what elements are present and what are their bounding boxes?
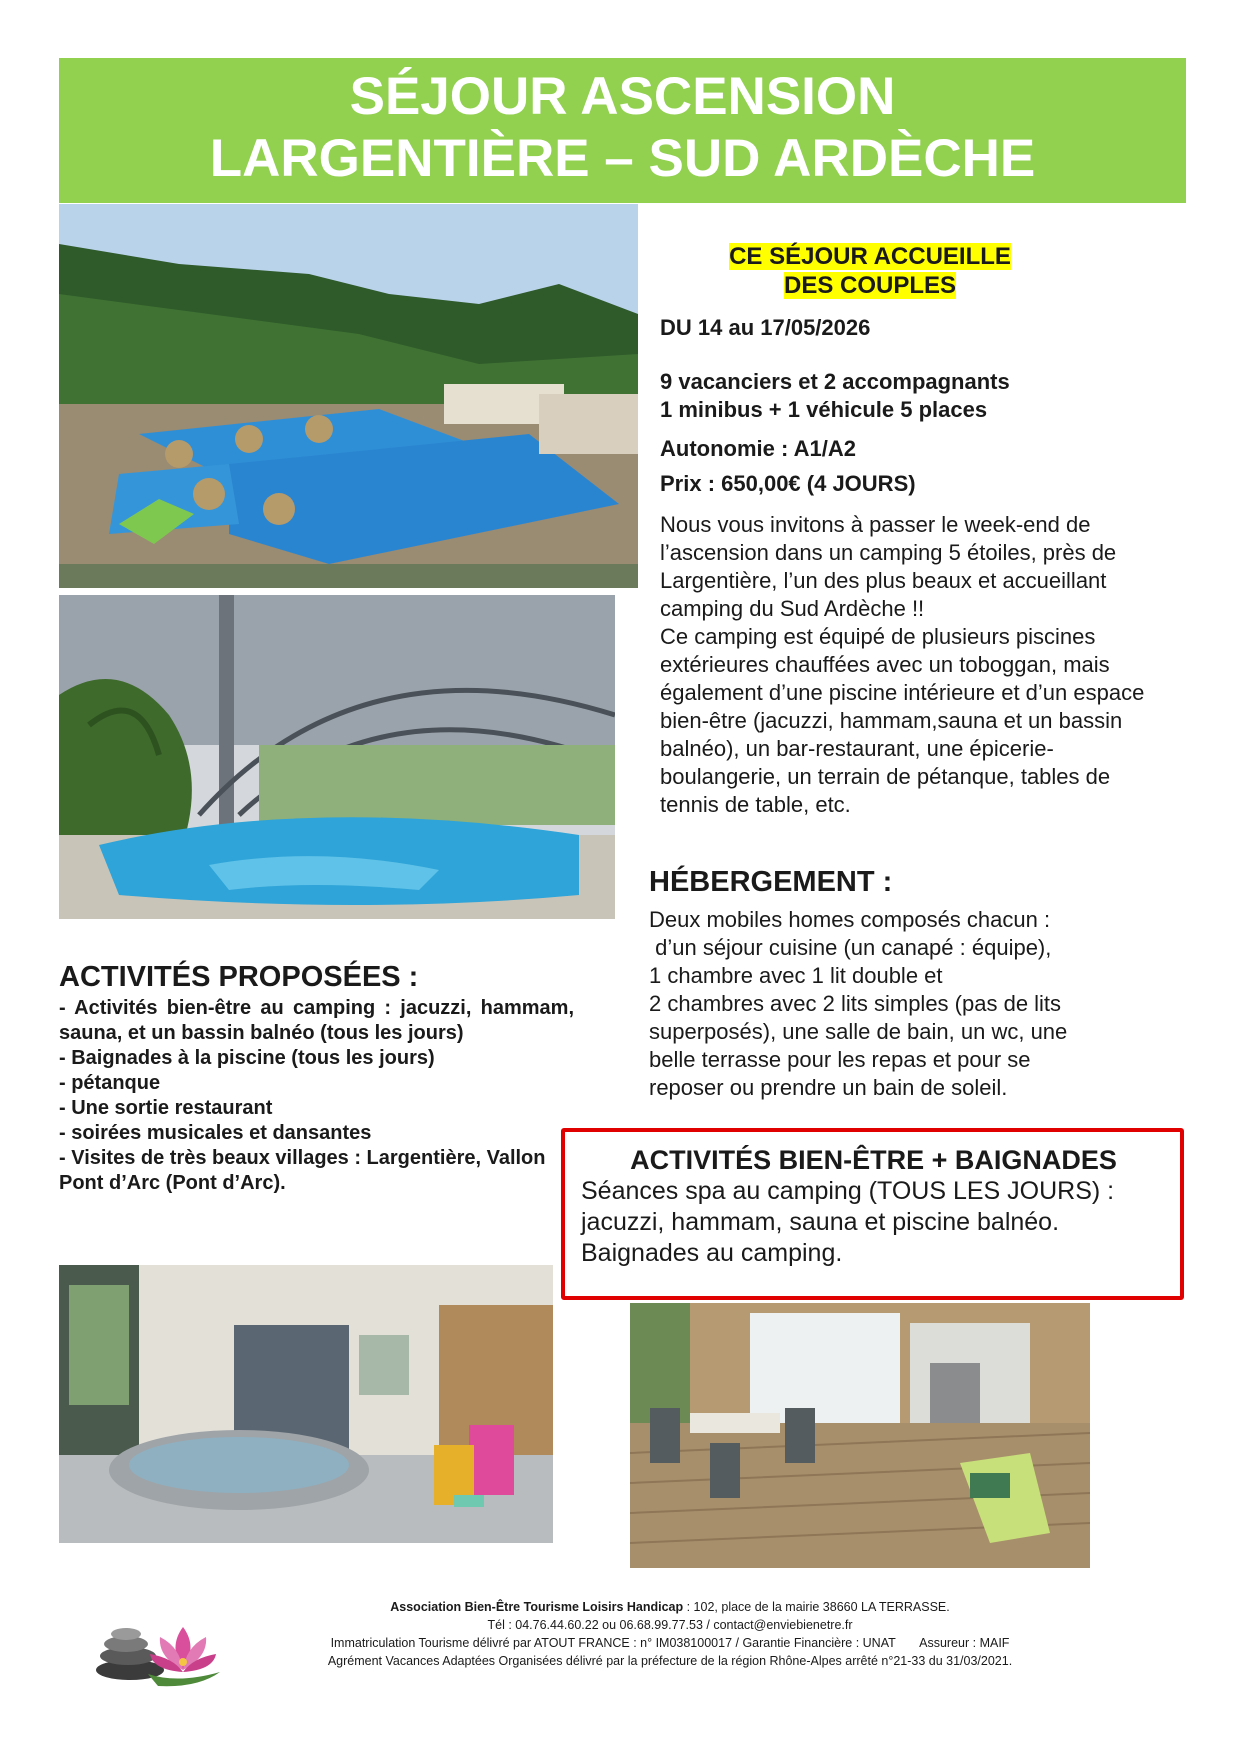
wellness-line: Baignades au camping. bbox=[581, 1239, 843, 1267]
activity-item: - Baignades à la piscine (tous les jours) bbox=[59, 1047, 435, 1069]
participants: 9 vacanciers et 2 accompagnants bbox=[660, 369, 1010, 394]
title-line-2: LARGENTIÈRE – SUD ARDÈCHE bbox=[209, 129, 1036, 188]
photo-outdoor-pools bbox=[59, 204, 638, 588]
activity-item: - pétanque bbox=[59, 1072, 161, 1094]
activity-item: - soirées musicales et dansantes bbox=[59, 1122, 372, 1144]
wellness-title: ACTIVITÉS BIEN-ÊTRE + BAIGNADES bbox=[630, 1145, 1117, 1175]
title-banner bbox=[59, 58, 1186, 203]
intro-text bbox=[660, 511, 1160, 819]
vehicles: 1 minibus + 1 véhicule 5 places bbox=[660, 397, 988, 422]
footer-org-line bbox=[200, 1598, 1140, 1616]
footer bbox=[200, 1598, 1140, 1670]
intro-paragraph-1: Nous vous invitons à passer le week-end de l’ascension dans un camping 5 étoiles, près de Largentière, l’un des plus beaux et accueillant camping du Sud Ardèche !! bbox=[660, 512, 1117, 621]
activities-list bbox=[59, 996, 574, 1196]
activities-title: ACTIVITÉS PROPOSÉES : bbox=[59, 961, 419, 993]
accommodation-line: 2 chambres avec 2 lits simples (pas de lits bbox=[649, 991, 1062, 1016]
activity-item: - Visites de très beaux villages : Largentière, Vallon Pont d’Arc (Pont d’Arc). bbox=[59, 1147, 546, 1194]
activity-item: - Une sortie restaurant bbox=[59, 1097, 273, 1119]
stay-dates: DU 14 au 17/05/2026 bbox=[660, 315, 871, 340]
activity-item: - Activités bien-être au camping : jacuzzi, hammam, sauna, et un bassin balnéo (tous les jours) bbox=[59, 997, 574, 1044]
intro-paragraph-2: Ce camping est équipé de plusieurs piscines extérieures chauffées avec un toboggan, mais également d’une piscine intérieure et d’un espace bien-être (jacuzzi, hammam,sauna et un bassin balnéo), un bar-restaurant, une épicerie-boulangerie, un terrain de pétanque, tables de tennis de table, etc. bbox=[660, 624, 1145, 817]
audience-line-1: CE SÉJOUR ACCUEILLE bbox=[729, 243, 1011, 270]
photo-mobile-home-terrace bbox=[630, 1303, 1090, 1568]
accommodation-line: Deux mobiles homes composés chacun : bbox=[649, 907, 1051, 932]
accommodation-description bbox=[649, 906, 1169, 1102]
photo-indoor-pool bbox=[59, 595, 615, 919]
accommodation-line: belle terrasse pour les repas et pour se bbox=[649, 1047, 1031, 1072]
price: Prix : 650,00€ (4 JOURS) bbox=[660, 471, 916, 496]
footer-agreement: Agrément Vacances Adaptées Organisées délivré par la préfecture de la région Rhône-Alpes arrêté n°21-33 du 31/03/2021. bbox=[327, 1654, 1013, 1668]
footer-org-name: Association Bien-Être Tourisme Loisirs Handicap bbox=[390, 1600, 684, 1614]
footer-registration: Immatriculation Tourisme délivré par ATOUT FRANCE : n° IM038100017 / Garantie Financière : UNAT Assureur : MAIF bbox=[330, 1636, 1010, 1650]
wellness-line: Séances spa au camping (TOUS LES JOURS) : bbox=[581, 1177, 1115, 1205]
accommodation-line: d’un séjour cuisine (un canapé : équipe), bbox=[649, 935, 1052, 960]
audience-line-2: DES COUPLES bbox=[783, 272, 957, 299]
footer-contact: Tél : 04.76.44.60.22 ou 06.68.99.77.53 / contact@enviebienetre.fr bbox=[487, 1618, 853, 1632]
accommodation-line: 1 chambre avec 1 lit double et bbox=[649, 963, 943, 988]
title-line-1: SÉJOUR ASCENSION bbox=[349, 67, 896, 126]
accommodation-line: superposés), une salle de bain, un wc, une bbox=[649, 1019, 1068, 1044]
accommodation-line: reposer ou prendre un bain de soleil. bbox=[649, 1075, 1008, 1100]
footer-address: : 102, place de la mairie 38660 LA TERRASSE. bbox=[683, 1600, 950, 1614]
photo-spa-jacuzzi bbox=[59, 1265, 553, 1543]
wellness-line: jacuzzi, hammam, sauna et piscine balnéo. bbox=[581, 1208, 1060, 1236]
wellness-box bbox=[561, 1128, 1184, 1300]
audience-notice bbox=[650, 242, 1090, 300]
autonomy: Autonomie : A1/A2 bbox=[660, 436, 856, 461]
accommodation-title: HÉBERGEMENT : bbox=[649, 866, 893, 898]
